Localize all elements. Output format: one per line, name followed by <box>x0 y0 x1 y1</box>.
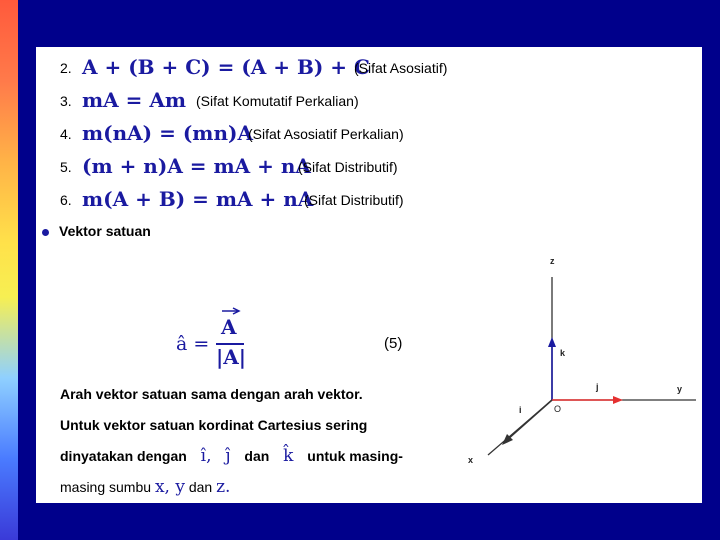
property-note: (Sifat Distributif) <box>298 159 398 175</box>
slide-panel <box>36 47 702 503</box>
axis-symbols: x, y <box>154 477 185 497</box>
equation-number: (5) <box>384 335 403 352</box>
k-label: k <box>560 348 566 358</box>
paragraph-line: Arah vektor satuan sama dengan arah vektor. <box>60 386 363 402</box>
cartesian-axes-diagram <box>36 47 702 503</box>
item-number: 5. <box>60 159 72 175</box>
z-axis-label: z <box>550 256 555 266</box>
paragraph-text: masing sumbu <box>60 479 152 495</box>
unit-k-symbol: k̂ <box>283 446 294 466</box>
item-number: 6. <box>60 192 72 208</box>
paragraph-text: untuk masing- <box>307 448 403 464</box>
property-note: (Sifat Distributif) <box>304 192 404 208</box>
axis-symbol-z: z. <box>216 477 231 497</box>
formula: m(nA) = (mn)A <box>82 121 253 145</box>
equation-lhs: â = <box>176 333 210 355</box>
unit-i-symbol: î, <box>200 446 212 466</box>
paragraph-text: dinyatakan dengan <box>60 448 187 464</box>
gradient-sidebar <box>0 0 18 540</box>
property-note: (Sifat Asosiatif) <box>354 60 448 76</box>
property-note: (Sifat Komutatif Perkalian) <box>196 93 359 109</box>
i-vector <box>508 400 552 439</box>
k-arrowhead <box>548 337 556 347</box>
j-arrowhead <box>613 396 623 404</box>
item-number: 4. <box>60 126 72 142</box>
paragraph-text: dan <box>244 448 270 464</box>
y-axis-label: y <box>677 384 683 394</box>
item-number: 2. <box>60 60 72 76</box>
paragraph-text: dan <box>188 479 213 495</box>
formula: mA = Am <box>82 88 187 112</box>
paragraph-line: Untuk vektor satuan kordinat Cartesius sering <box>60 417 368 433</box>
i-label: i <box>519 405 522 415</box>
section-title: Vektor satuan <box>59 223 151 239</box>
origin-label: O <box>554 404 562 414</box>
equation-numerator: A <box>221 315 237 339</box>
equation-denominator: |A| <box>216 345 247 369</box>
x-axis-label: x <box>468 455 474 465</box>
formula: m(A + B) = mA + nA <box>82 187 314 211</box>
formula: A + (B + C) = (A + B) + C <box>82 55 370 79</box>
formula: (m + n)A = mA + nA <box>82 154 311 178</box>
unit-j-symbol: ĵ <box>225 446 231 466</box>
j-label: j <box>596 382 599 392</box>
item-number: 3. <box>60 93 72 109</box>
property-note: (Sifat Asosiatif Perkalian) <box>248 126 404 142</box>
